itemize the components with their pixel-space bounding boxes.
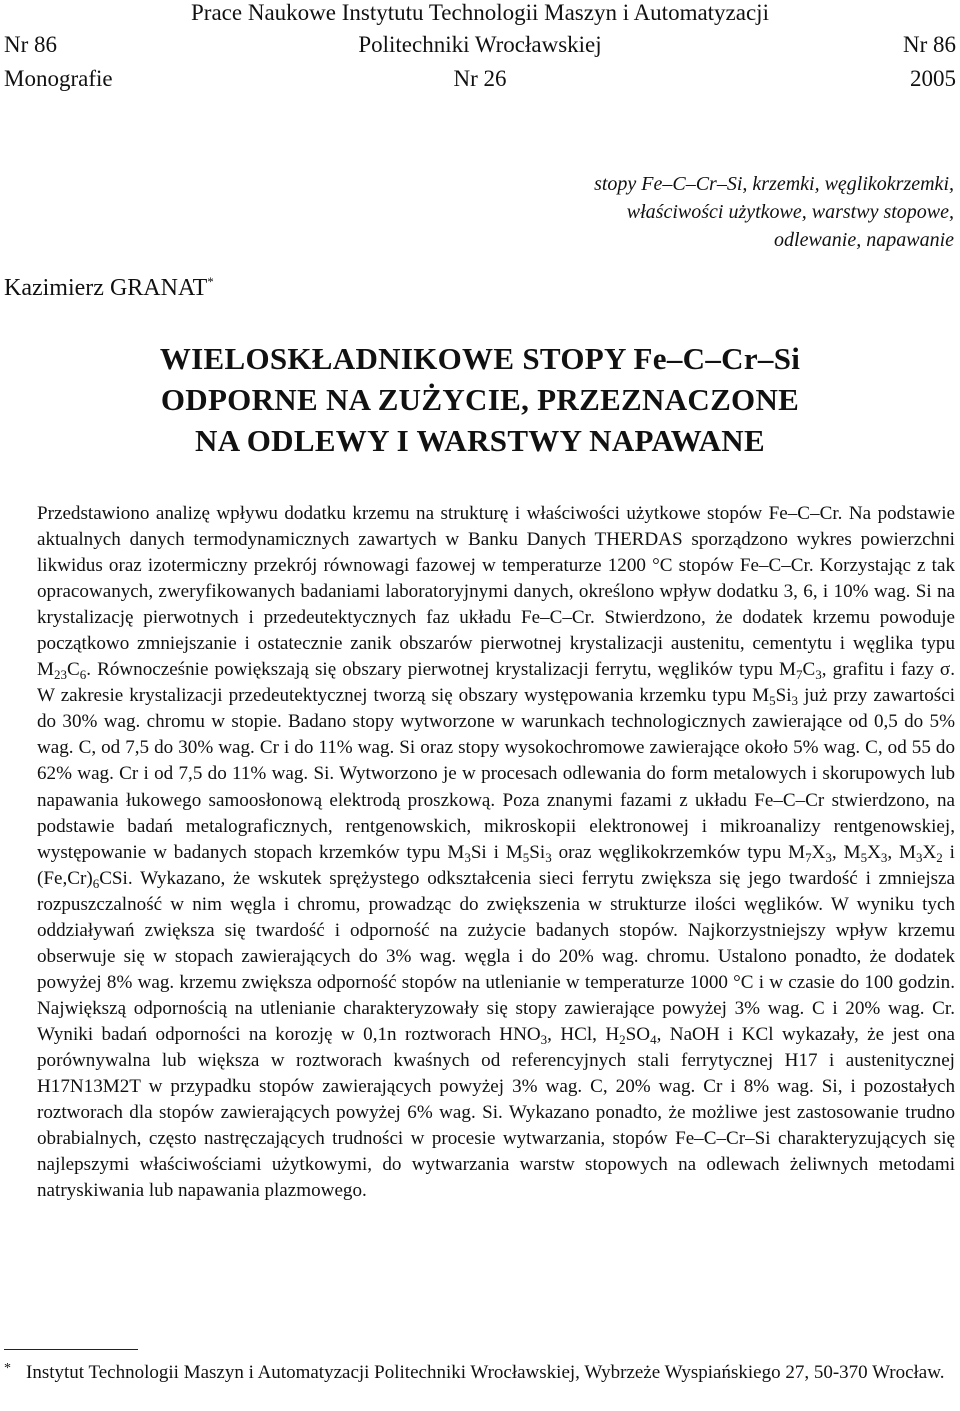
abstract-subscript: 3	[545, 849, 552, 865]
title-line: ODPORNE NA ZUŻYCIE, PRZEZNACZONE	[160, 382, 800, 417]
abstract-text: SO	[625, 1023, 651, 1045]
author-name: Kazimierz GRANAT	[4, 275, 208, 301]
abstract-subscript: 5	[860, 849, 868, 865]
footnote-mark: *	[4, 1361, 11, 1376]
footnote-text: Instytut Technologii Maszyn i Automatyzacji Politechniki Wrocławskiej, Wybrzeże Wyspiańskiego 27, 50-370 Wrocław.	[26, 1362, 945, 1383]
issue-number-right: Nr 86	[902, 32, 956, 57]
abstract-subscript: 3	[815, 667, 822, 683]
author-footnote-mark: *	[207, 274, 214, 289]
keywords-line: właściwości użytkowe, warstwy stopowe,	[626, 201, 954, 223]
abstract-subscript: 6	[92, 875, 100, 891]
abstract-text: Si	[775, 685, 792, 707]
abstract-text: , NaOH i KCl wykazały, że jest ona porównywalna lub większa w roztworach kwaśnych od referencyjnych stali ferrytycznej H17 i austenitycznej H17N13M2T w przypadku stopów zawierających powyżej 3% wag. C, 20% wag. Cr i 8% wag. Si, i pozostałych roztworach dla stopów zawierających powyżej 6% wag. Si. Wykazano ponadto, że możliwe jest zastosowanie trudno obrabialnych, często nastręczających trudności w procesie wytwarzania, stopów Fe–C–Cr–Si charakteryzujących się najlepszymi właściwościami użytkowymi, do wytwarzania warstw stopowych na odlewach żeliwnych metodami natryskiwania lub napawania plazmowego.	[37, 1023, 956, 1202]
abstract-subscript: 7	[805, 849, 812, 865]
keywords-line: odlewanie, napawanie	[774, 229, 954, 251]
abstract-text: X	[811, 841, 826, 863]
abstract-text: oraz węglikokrzemków typu M	[551, 841, 806, 863]
series-number: Nr 26	[453, 66, 507, 91]
university-name: Politechniki Wrocławskiej	[358, 32, 602, 57]
abstract-subscript: 3	[916, 849, 923, 865]
abstract-subscript: 7	[796, 667, 803, 683]
title-line: NA ODLEWY I WARSTWY NAPAWANE	[195, 423, 765, 458]
keywords-line: stopy Fe–C–Cr–Si, krzemki, węglikokrzemki,	[594, 173, 954, 195]
abstract-subscript: 4	[650, 1031, 657, 1047]
abstract-subscript: 2	[619, 1031, 626, 1047]
abstract-text: , grafitu i fazy σ. W zakresie krystalizacji przedeutektycznej tworzą się obszary występowania krzemku typu M	[37, 659, 955, 707]
abstract-text: i (Fe,Cr)	[37, 841, 955, 889]
publication-year: 2005	[910, 66, 956, 91]
abstract-text: Przedstawiono analizę wpływu dodatku krzemu na strukturę i właściwości użytkowe stopów Fe–C–Cr. Na podstawie aktualnych danych termodynamicznych zawartych w Banku Danych THERDAS sporządzono wykres powierzchni likwidus oraz izotermiczny przekrój równowagi fazowej w temperaturze 1200 °C stopów Fe–C–Cr. Korzystając z tak opracowanych, zweryfikowanych badaniami laboratoryjnymi danych, określono wpływ dodatku 3, 6, i 10% wag. Si na krystalizację pierwotnych i przedeutektycznych faz układu Fe–C–Cr. Stwierdzono, że dodatek krzemu powoduje początkowo zmniejszanie i ostatecznie zanik obszarów pierwotnej krystalizacji austenitu, cementytu i węglika typu M	[37, 503, 955, 681]
abstract	[37, 501, 955, 1204]
title-line: WIELOSKŁADNIKOWE STOPY Fe–C–Cr–Si	[159, 341, 801, 376]
series-name: Monografie	[4, 66, 113, 91]
abstract-text: , M	[887, 841, 916, 863]
abstract-text: . Równocześnie powiększają się obszary pierwotnej krystalizacji ferrytu, węglików typu M	[86, 659, 797, 681]
abstract-subscript: 2	[936, 849, 943, 865]
keywords	[594, 170, 954, 254]
abstract-text: już przy zawartości do 30% wag. chromu w stopie. Badano stopy wytworzone w warunkach technologicznych zawierające od 0,5 do 5% wag. C, od 7,5 do 30% wag. Cr i do 11% wag. Si oraz stopy wysokochromowe zawierające około 5% wag. C, od 55 do 62% wag. Cr i od 7,5 do 11% wag. Si. Wytworzono je w procesach odlewania do form metalowych i skorupowych lub napawania łukowego samoosłonową elektrodą proszkową. Poza znanymi fazami z układu Fe–C–Cr stwierdzono, na podstawie badań metalograficznych, rentgenowskich, mikroskopii elektronowej i mikroanalizy rentgenowskiej, występowanie w badanych stopach krzemków typu M	[37, 685, 955, 863]
abstract-subscript: 5	[522, 849, 530, 865]
abstract-text: X	[922, 841, 937, 863]
footnote	[4, 1360, 954, 1386]
abstract-text: C	[802, 659, 816, 681]
abstract-text: CSi. Wykazano, że wskutek sprężystego odkształcenia sieci ferrytu zwiększa się jego twardość i zmniejsza rozpuszczalność w nim węgla i chromu, prowadząc do zwiększenia w strukturze ilości węglików. W wyniku tych oddziaływań zwiększa się twardość i odporność na zużycie badanych stopów. Najkorzystniejszy wpływ krzemu obserwuje się w stopach zawierających do 3% wag. węgla i do 20% wag. chromu. Ustalono ponadto, że dodatek powyżej 8% wag. krzemu zwiększa odporność stopów na utlenianie w temperaturze 1000 °C i w czasie do 100 godzin. Największą odpornością na utlenianie charakteryzowały się stopy zawierające powyżej 3% wag. C i 20% wag. Cr. Wyniki badań odporności na korozję w 0,1n roztworach HNO	[37, 867, 955, 1045]
abstract-text: Si i M	[470, 841, 523, 863]
abstract-subscript: 3	[791, 693, 799, 709]
abstract-text: C	[66, 659, 80, 681]
abstract-subscript: 3	[540, 1031, 548, 1047]
abstract-text: X	[867, 841, 881, 863]
abstract-text: , HCl, H	[547, 1023, 620, 1045]
abstract-subscript: 23	[53, 667, 67, 683]
footnote-rule	[4, 1349, 138, 1350]
issue-number-left: Nr 86	[4, 32, 58, 57]
abstract-subscript: 3	[464, 849, 471, 865]
author	[4, 268, 214, 302]
abstract-subscript: 5	[769, 693, 776, 709]
abstract-subscript: 6	[79, 667, 87, 683]
paper-title	[0, 338, 960, 461]
series-title: Prace Naukowe Instytutu Technologii Maszyn i Automatyzacji	[191, 0, 769, 25]
abstract-text: , M	[831, 841, 861, 863]
abstract-subscript: 3	[825, 849, 832, 865]
abstract-text: Si	[529, 841, 546, 863]
abstract-subscript: 3	[880, 849, 888, 865]
